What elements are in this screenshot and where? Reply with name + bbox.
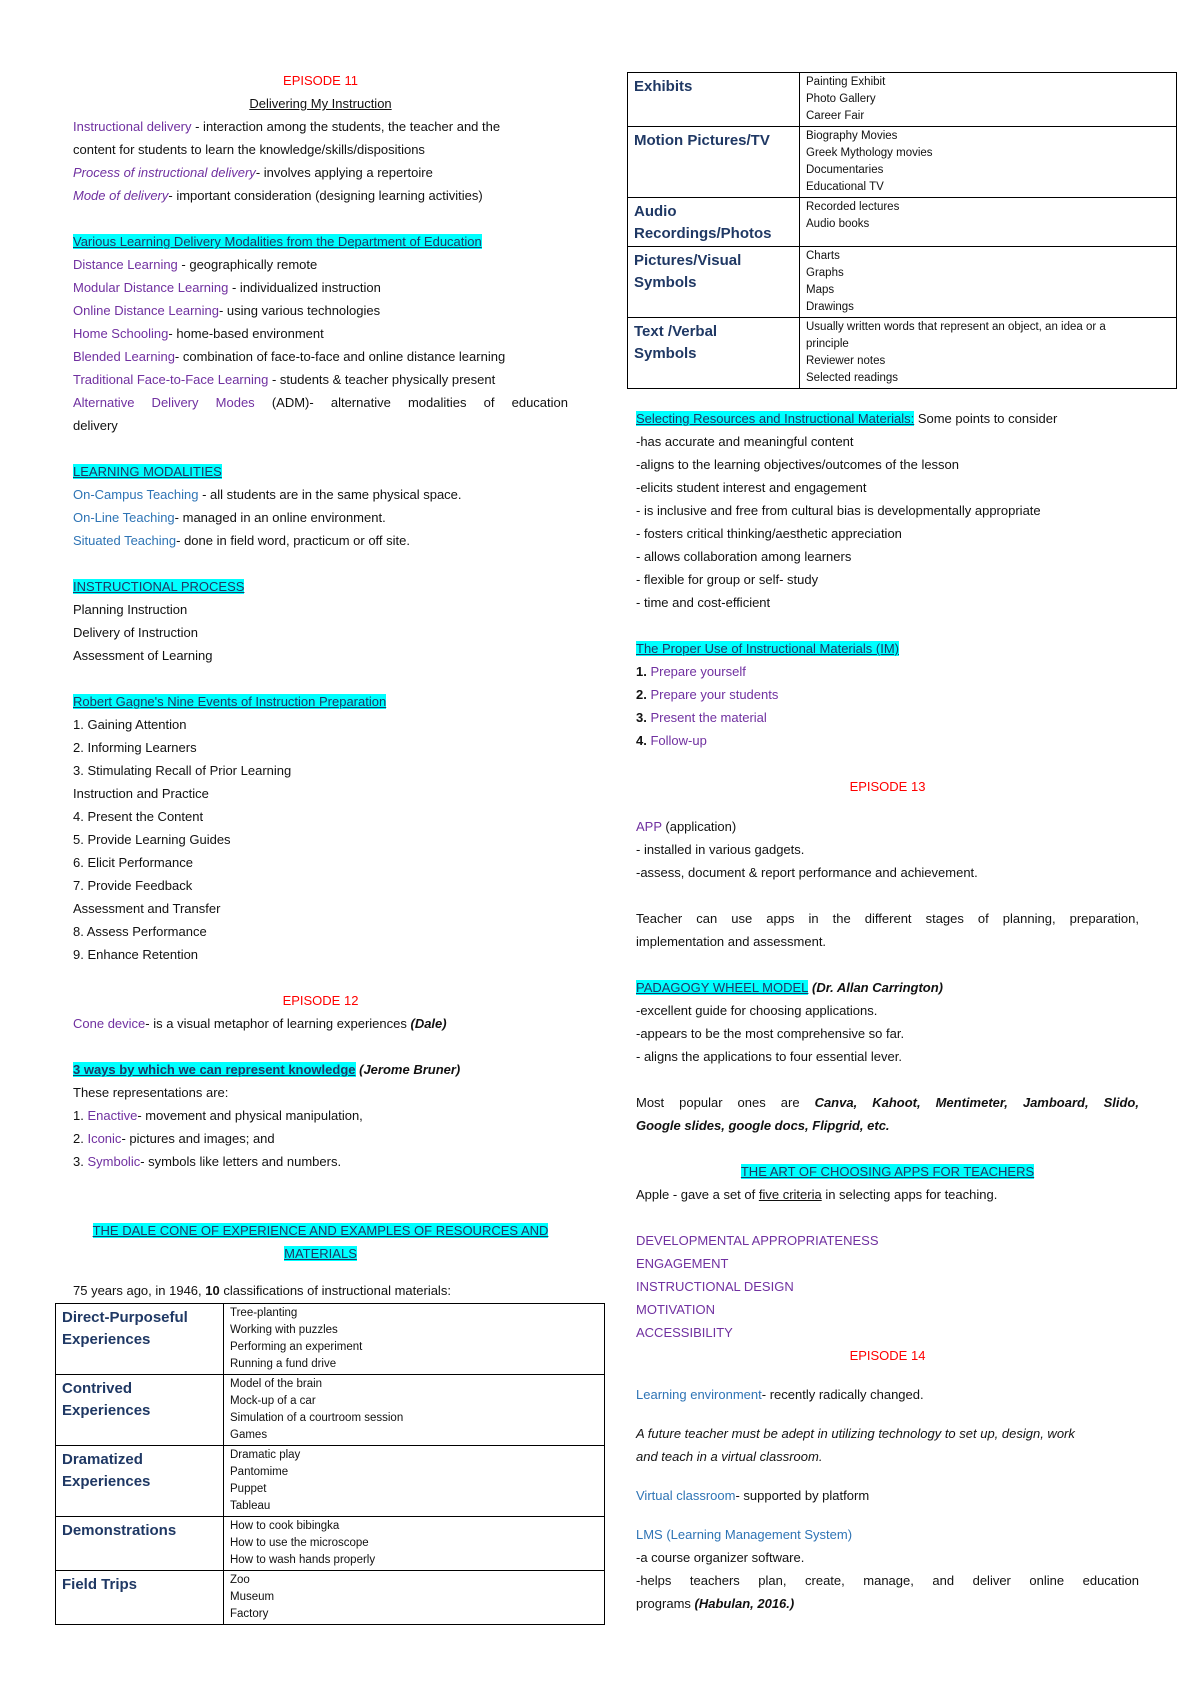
process-delivery-line: [73, 164, 568, 182]
criteria-item: ACCESSIBILITY: [636, 1325, 733, 1340]
table-row: [628, 198, 1177, 247]
gagne-item: Assessment and Transfer: [73, 901, 221, 916]
example-item: Games: [230, 1429, 268, 1441]
examples-cell: [224, 1375, 605, 1446]
process-item: Assessment of Learning: [73, 648, 213, 663]
modality-item: Blended Learning- combination of face-to-face and online distance learning: [73, 349, 506, 364]
category-cell: [56, 1446, 224, 1517]
category-cell: [628, 127, 800, 198]
wheel-item: - aligns the applications to four essential lever.: [636, 1049, 902, 1064]
example-item: Charts: [806, 250, 840, 262]
app-line: APP (application): [636, 819, 737, 834]
example-item: Drawings: [806, 301, 854, 313]
examples-cell: [224, 1517, 605, 1571]
learning-modality-item: On-Line Teaching- managed in an online environment.: [73, 510, 386, 525]
example-item: Performing an experiment: [230, 1341, 363, 1353]
example-item: How to use the microscope: [230, 1537, 369, 1549]
term: Mode of delivery: [73, 188, 169, 203]
table-row: [628, 247, 1177, 318]
virtual-classroom-line: Virtual classroom- supported by platform: [636, 1488, 870, 1503]
gagne-item: 3. Stimulating Recall of Prior Learning: [73, 763, 292, 778]
apple-line: Apple - gave a set of five criteria in selecting apps for teaching.: [636, 1187, 998, 1202]
example-item: Painting Exhibit: [806, 76, 886, 88]
gagne-item: 1. Gaining Attention: [73, 717, 187, 732]
category-cell: [56, 1304, 224, 1375]
example-item: Career Fair: [806, 110, 865, 122]
table-row: [56, 1571, 605, 1625]
category-label: Pictures/Visual: [634, 252, 742, 269]
lms-heading: LMS (Learning Management System): [636, 1527, 853, 1542]
popular-apps-line: Most popular ones are Canva, Kahoot, Mentimeter, Jamboard, Slido,: [636, 1095, 1139, 1110]
process-item: Planning Instruction: [73, 602, 188, 617]
gagne-item: 6. Elicit Performance: [73, 855, 193, 870]
example-item: Dramatic play: [230, 1449, 301, 1461]
gagne-item: 4. Present the Content: [73, 809, 204, 824]
example-item: Simulation of a courtroom session: [230, 1412, 404, 1424]
category-label: Exhibits: [634, 78, 693, 95]
learning-environment-line: Learning environment- recently radically changed.: [636, 1387, 924, 1402]
category-label: Experiences: [62, 1402, 151, 1419]
gagne-item: Instruction and Practice: [73, 786, 209, 801]
example-item: Museum: [230, 1591, 275, 1603]
category-cell: [628, 247, 800, 318]
example-item: Pantomime: [230, 1466, 289, 1478]
definition: - interaction among the students, the teacher and the: [191, 119, 501, 134]
examples-cell: [800, 318, 1177, 389]
proper-use-item: 1. Prepare yourself: [636, 664, 746, 679]
example-item: Puppet: [230, 1483, 267, 1495]
examples-cell: [800, 247, 1177, 318]
lms-item: -a course organizer software.: [636, 1550, 805, 1565]
definition: - important consideration (designing learning activities): [168, 188, 483, 203]
selecting-heading-line: Selecting Resources and Instructional Materials: Some points to consider: [636, 411, 1058, 426]
episode-12-title: EPISODE 12: [282, 993, 359, 1008]
proper-use-item: 2. Prepare your students: [636, 687, 779, 702]
examples-cell: [800, 127, 1177, 198]
examples-cell: [800, 73, 1177, 127]
modality-item: Traditional Face-to-Face Learning - students & teacher physically present: [73, 372, 496, 387]
category-label: Contrived: [62, 1380, 133, 1397]
category-label: Symbols: [634, 274, 697, 291]
category-cell: [628, 73, 800, 127]
example-item: How to cook bibingka: [230, 1520, 340, 1532]
example-item: Maps: [806, 284, 835, 296]
bruner-item: 2. Iconic- pictures and images; and: [73, 1131, 275, 1146]
example-item: Tableau: [230, 1500, 271, 1512]
examples-cell: [224, 1571, 605, 1625]
category-cell: [628, 198, 800, 247]
example-item: Documentaries: [806, 164, 884, 176]
example-item: Educational TV: [806, 181, 884, 193]
cone-device-line: Cone device- is a visual metaphor of learning experiences (Dale): [73, 1016, 447, 1031]
process-item: Delivery of Instruction: [73, 625, 198, 640]
selecting-item: - time and cost-efficient: [636, 595, 771, 610]
bruner-item: 1. Enactive- movement and physical manipulation,: [73, 1108, 363, 1123]
gagne-item: 9. Enhance Retention: [73, 947, 199, 962]
example-item: Biography Movies: [806, 130, 898, 142]
category-label: Experiences: [62, 1473, 151, 1490]
future-teacher-line: A future teacher must be adept in utilizing technology to set up, design, work: [636, 1426, 1075, 1441]
table-row: [56, 1446, 605, 1517]
selecting-item: - is inclusive and free from cultural bias is developmentally appropriate: [636, 503, 1041, 518]
example-item: Mock-up of a car: [230, 1395, 316, 1407]
category-cell: [56, 1517, 224, 1571]
modality-item: Modular Distance Learning - individualized instruction: [73, 280, 381, 295]
example-item: Audio books: [806, 218, 870, 230]
selecting-item: -elicits student interest and engagement: [636, 480, 867, 495]
modalities-heading: Various Learning Delivery Modalities from the Department of Education: [73, 234, 482, 249]
table-row: [628, 127, 1177, 198]
learning-modalities-heading: LEARNING MODALITIES: [73, 464, 222, 479]
example-item: How to wash hands properly: [230, 1554, 376, 1566]
episode-13-title: EPISODE 13: [849, 779, 926, 794]
instructional-delivery-line-2: content for students to learn the knowledge/skills/dispositions: [73, 142, 425, 157]
example-item: Working with puzzles: [230, 1324, 338, 1336]
selecting-item: -has accurate and meaningful content: [636, 434, 854, 449]
dale-intro: 75 years ago, in 1946, 10 classifications of instructional materials:: [73, 1283, 451, 1298]
category-label: Direct-Purposeful: [62, 1309, 188, 1326]
category-cell: [56, 1571, 224, 1625]
table-row: [628, 73, 1177, 127]
examples-cell: [224, 1304, 605, 1375]
category-label: Motion Pictures/TV: [634, 132, 770, 149]
proper-use-item: 4. Follow-up: [636, 733, 707, 748]
category-label: Demonstrations: [62, 1522, 177, 1539]
example-item: Tree-planting: [230, 1307, 298, 1319]
dale-cone-table-continued: [627, 72, 1177, 389]
popular-apps-line-2: Google slides, google docs, Flipgrid, etc.: [636, 1118, 890, 1133]
example-item: Greek Mythology movies: [806, 147, 933, 159]
term: Instructional delivery: [73, 119, 192, 134]
dale-heading: THE DALE CONE OF EXPERIENCE AND EXAMPLES OF RESOURCES AND: [92, 1223, 549, 1238]
category-label: Experiences: [62, 1331, 151, 1348]
teacher-apps-line: Teacher can use apps in the different stages of planning, preparation,: [636, 911, 1139, 926]
table-row: [56, 1375, 605, 1446]
episode-11-subtitle: Delivering My Instruction: [249, 96, 392, 111]
example-item: Graphs: [806, 267, 844, 279]
instructional-process-heading: INSTRUCTIONAL PROCESS: [73, 579, 245, 594]
category-cell: [628, 318, 800, 389]
wheel-item: -excellent guide for choosing applications.: [636, 1003, 878, 1018]
app-item: -assess, document & report performance and achievement.: [636, 865, 978, 880]
category-label: Field Trips: [62, 1576, 138, 1593]
selecting-item: - flexible for group or self- study: [636, 572, 819, 587]
table-row: [628, 318, 1177, 389]
proper-use-item: 3. Present the material: [636, 710, 767, 725]
proper-use-heading: The Proper Use of Instructional Materials (IM): [636, 641, 899, 656]
example-item: Selected readings: [806, 372, 899, 384]
adm-line: Alternative Delivery Modes (ADM)- alternative modalities of education: [73, 395, 568, 410]
category-cell: [56, 1375, 224, 1446]
episode-11-title: EPISODE 11: [283, 73, 358, 88]
criteria-item: ENGAGEMENT: [636, 1256, 729, 1271]
category-label: Recordings/Photos: [634, 225, 772, 242]
criteria-item: INSTRUCTIONAL DESIGN: [636, 1279, 794, 1294]
category-label: Symbols: [634, 345, 697, 362]
example-item: Photo Gallery: [806, 93, 876, 105]
art-of-choosing-heading: THE ART OF CHOOSING APPS FOR TEACHERS: [740, 1164, 1035, 1179]
learning-modality-item: On-Campus Teaching - all students are in the same physical space.: [73, 487, 462, 502]
gagne-item: 7. Provide Feedback: [73, 878, 193, 893]
dale-cone-table: [55, 1303, 605, 1625]
example-item: Factory: [230, 1608, 269, 1620]
future-teacher-line-2: and teach in a virtual classroom.: [636, 1449, 823, 1464]
learning-modality-item: Situated Teaching- done in field word, practicum or off site.: [73, 533, 410, 548]
gagne-heading: Robert Gagne's Nine Events of Instruction Preparation: [73, 694, 387, 709]
selecting-item: -aligns to the learning objectives/outcomes of the lesson: [636, 457, 960, 472]
table-row: [56, 1517, 605, 1571]
mode-delivery-line: [73, 187, 568, 205]
modality-item: Home Schooling- home-based environment: [73, 326, 324, 341]
lms-helps-line: -helps teachers plan, create, manage, and deliver online education: [636, 1573, 1139, 1588]
category-label: Dramatized: [62, 1451, 143, 1468]
bruner-intro: These representations are:: [73, 1085, 229, 1100]
example-item: Zoo: [230, 1574, 250, 1586]
adm-line-2: delivery: [73, 418, 118, 433]
dale-heading-2: MATERIALS: [284, 1246, 357, 1261]
modality-item: Distance Learning - geographically remote: [73, 257, 318, 272]
wheel-item: -appears to be the most comprehensive so far.: [636, 1026, 905, 1041]
instructional-delivery-line: [73, 118, 568, 136]
selecting-item: - fosters critical thinking/aesthetic appreciation: [636, 526, 902, 541]
example-item: Model of the brain: [230, 1378, 323, 1390]
pedagogy-wheel-heading: PADAGOGY WHEEL MODEL (Dr. Allan Carrington): [636, 980, 943, 995]
teacher-apps-line-2: implementation and assessment.: [636, 934, 827, 949]
bruner-item: 3. Symbolic- symbols like letters and numbers.: [73, 1154, 342, 1169]
example-item: Usually written words that represent an object, an idea or a: [806, 321, 1106, 333]
example-item: Running a fund drive: [230, 1358, 337, 1370]
selecting-item: - allows collaboration among learners: [636, 549, 852, 564]
bruner-heading: 3 ways by which we can represent knowledge (Jerome Bruner): [73, 1062, 461, 1077]
episode-14-title: EPISODE 14: [849, 1348, 926, 1363]
definition: - involves applying a repertoire: [255, 165, 433, 180]
example-item: Reviewer notes: [806, 355, 886, 367]
criteria-item: MOTIVATION: [636, 1302, 715, 1317]
examples-cell: [800, 198, 1177, 247]
example-item: principle: [806, 338, 849, 350]
modality-item: Online Distance Learning- using various technologies: [73, 303, 381, 318]
table-row: [56, 1304, 605, 1375]
example-item: Recorded lectures: [806, 201, 900, 213]
lms-helps-line-2: programs (Habulan, 2016.): [636, 1596, 795, 1611]
app-item: - installed in various gadgets.: [636, 842, 805, 857]
term: Process of instructional delivery: [73, 165, 256, 180]
gagne-item: 8. Assess Performance: [73, 924, 207, 939]
category-label: Text /Verbal: [634, 323, 718, 340]
gagne-item: 5. Provide Learning Guides: [73, 832, 231, 847]
examples-cell: [224, 1446, 605, 1517]
gagne-item: 2. Informing Learners: [73, 740, 197, 755]
category-label: Audio: [634, 203, 677, 220]
criteria-item: DEVELOPMENTAL APPROPRIATENESS: [636, 1233, 879, 1248]
